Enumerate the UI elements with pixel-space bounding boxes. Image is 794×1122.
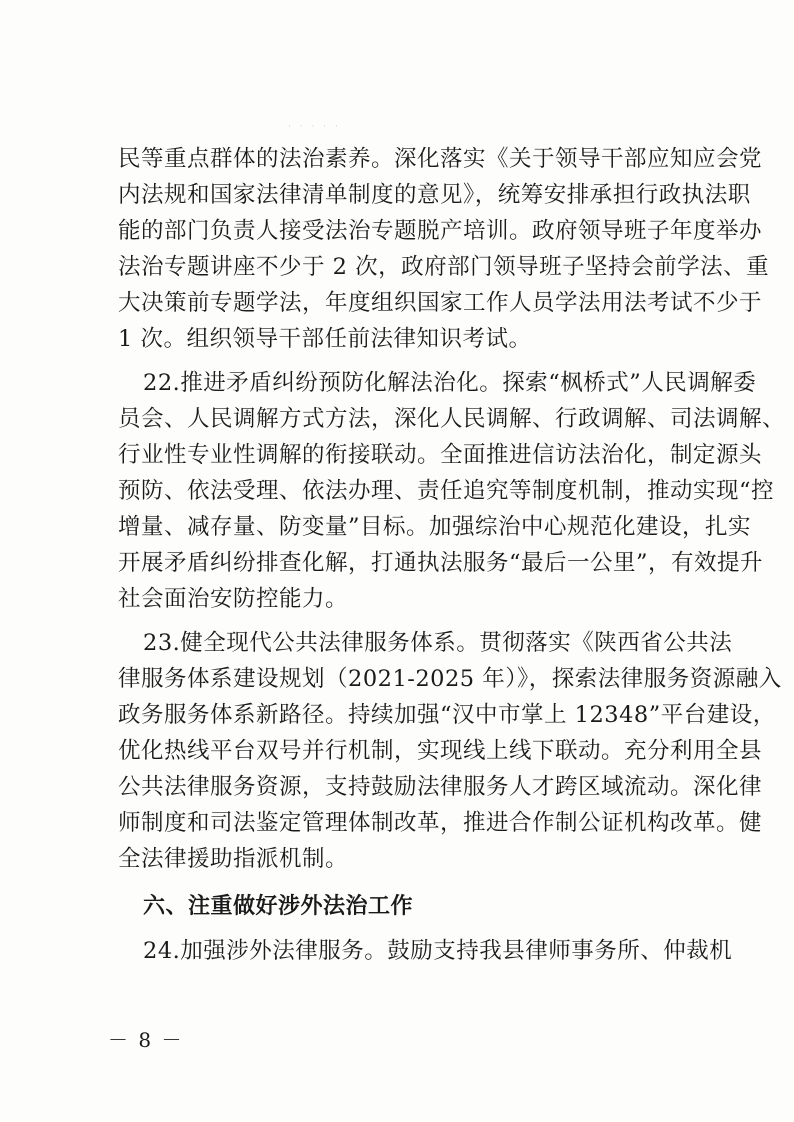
- text-line: 员会、人民调解方式方法，深化人民调解、行政调解、司法调解、: [118, 406, 786, 432]
- text-line: 公共法律服务资源，支持鼓励法律服务人才跨区域流动。深化律: [118, 774, 763, 800]
- text-line: 全法律援助指派机制。: [118, 846, 349, 872]
- paragraph-22-start: 22.推进矛盾纠纷预防化解法治化。探索“枫桥式”人民调解委: [143, 370, 757, 396]
- text-line: 行业性专业性调解的衔接联动。全面推进信访法治化，制定源头: [118, 442, 763, 468]
- paragraph-23-start: 23.健全现代公共法律服务体系。贯彻落实《陕西省公共法: [143, 630, 733, 656]
- paragraph-24-start: 24.加强涉外法律服务。鼓励支持我县律师事务所、仲裁机: [143, 938, 733, 964]
- text-line: 师制度和司法鉴定管理体制改革，推进合作制公证机构改革。健: [118, 810, 763, 836]
- text-line: 增量、减存量、防变量”目标。加强综治中心规范化建设，扎实: [118, 514, 752, 540]
- page-number: － 8 －: [108, 1028, 184, 1052]
- scan-speck: · · · · ·: [288, 122, 341, 132]
- text-line: 1 次。组织领导干部任前法律知识考试。: [118, 326, 532, 352]
- text-line: 开展矛盾纠纷排查化解，打通执法服务“最后一公里”，有效提升: [118, 550, 764, 576]
- text-line: 社会面治安防控能力。: [118, 586, 349, 612]
- text-line: 内法规和国家法律清单制度的意见》，统筹安排承担行政执法职: [118, 182, 751, 208]
- text-line: 预防、依法受理、依法办理、责任追究等制度机制，推动实现“控: [118, 478, 775, 504]
- text-line: 能的部门负责人接受法治专题脱产培训。政府领导班子年度举办: [118, 218, 763, 244]
- section-heading: 六、注重做好涉外法治工作: [143, 894, 414, 919]
- text-line: 政务服务体系新路径。持续加强“汉中市掌上 12348”平台建设，: [118, 702, 776, 728]
- text-line: 大决策前专题学法，年度组织国家工作人员学法用法考试不少于: [118, 290, 763, 316]
- text-line: 律服务体系建设规划（2021-2025 年）》，探索法律服务资源融入: [118, 666, 782, 692]
- text-line: 优化热线平台双号并行机制，实现线上线下联动。充分利用全县: [118, 738, 763, 764]
- text-line: 民等重点群体的法治素养。深化落实《关于领导干部应知应会党: [118, 146, 763, 172]
- text-line: 法治专题讲座不少于 2 次，政府部门领导班子坚持会前学法、重: [118, 254, 770, 280]
